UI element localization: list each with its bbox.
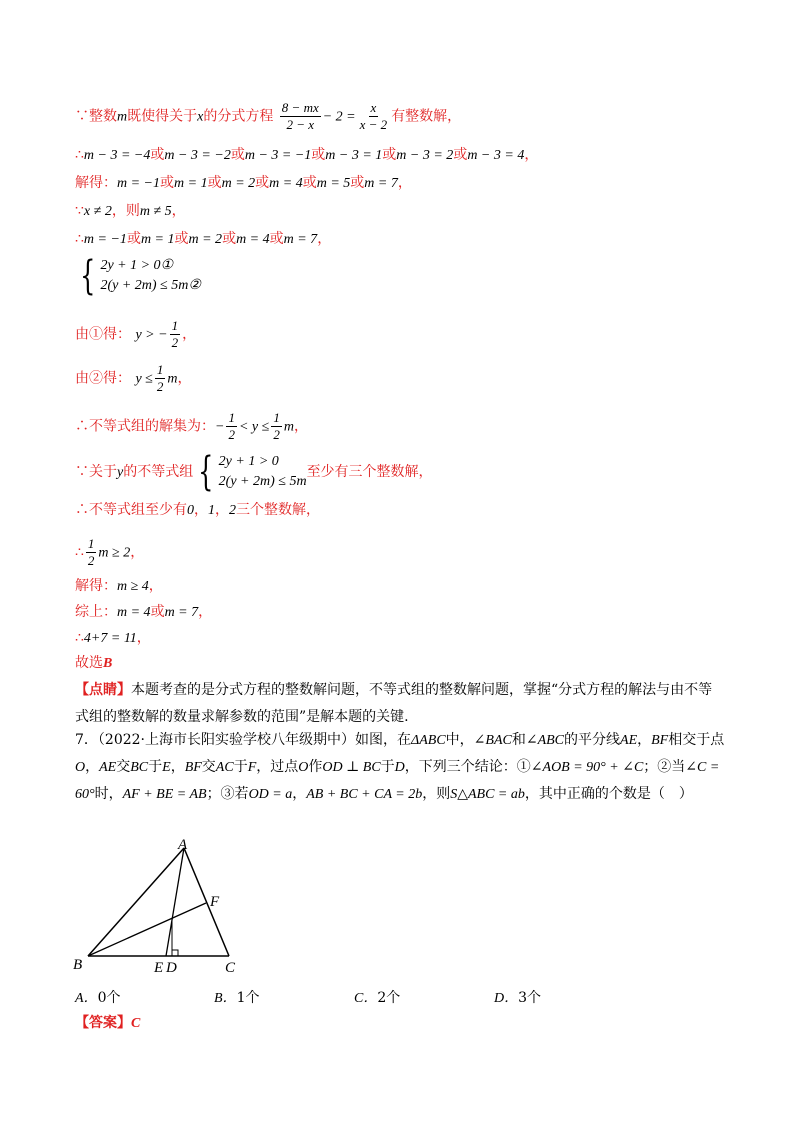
text: 的分式方程	[203, 108, 274, 125]
text: 故选	[75, 655, 103, 671]
system	[75, 253, 201, 299]
expr: OD ⊥ BC	[322, 760, 381, 775]
label-f: F	[210, 894, 220, 910]
option-b[interactable]	[214, 987, 259, 1007]
line-2	[75, 145, 538, 166]
var-m: m	[117, 109, 128, 125]
text: 作	[308, 759, 323, 775]
numerator: 1	[171, 318, 179, 333]
expr: F	[247, 760, 257, 775]
expr: m = 7	[164, 605, 199, 620]
text: ，	[524, 147, 539, 163]
fraction	[226, 410, 237, 443]
text: ，	[130, 544, 145, 561]
expr: m = 4	[117, 605, 151, 620]
system-rows	[100, 256, 200, 296]
var-x: x	[197, 109, 204, 125]
equation: m = −1	[83, 232, 127, 247]
text: ，	[215, 502, 229, 518]
denominator: 2	[87, 553, 95, 568]
or-word: 或	[222, 231, 237, 247]
or-word: 或	[302, 175, 317, 191]
text: ；②当	[643, 759, 686, 775]
value: 0	[187, 503, 194, 518]
expr: O	[298, 760, 309, 775]
text: ，其中正确的个数是（ ）	[524, 786, 693, 802]
line-15	[75, 628, 151, 649]
option-letter: C．	[354, 991, 378, 1006]
text: 中，	[445, 732, 474, 748]
text: 7．（2022·上海市长阳实验学校八年级期中）如图，在	[75, 732, 411, 748]
equation: m = 2	[188, 232, 223, 247]
text: ，则	[111, 203, 140, 219]
text: ，	[177, 370, 192, 387]
expr: m ≥ 4	[117, 579, 149, 594]
side-ac	[184, 848, 229, 956]
line-8	[75, 362, 191, 395]
text: 和	[511, 732, 526, 748]
text: 三个整数解，	[236, 502, 320, 518]
option-text: 1个	[236, 990, 260, 1006]
expr: O	[75, 760, 86, 775]
text: ，	[198, 604, 213, 620]
text: 时，	[94, 786, 123, 802]
text: 由②得：	[75, 370, 131, 387]
expr: AE	[620, 733, 638, 748]
fraction	[155, 362, 166, 395]
expr: m ≥ 2	[98, 545, 131, 561]
denominator: 2	[171, 335, 179, 350]
option-c[interactable]	[354, 987, 400, 1007]
numerator: 1	[228, 410, 235, 425]
fraction	[358, 100, 390, 133]
text: 交	[116, 759, 131, 775]
value: 1	[208, 503, 215, 518]
text: ，	[292, 786, 307, 802]
comment-text: 本题考查的是分式方程的整数解问题，不等式组的整数解问题，掌握“分式方程的解法与由不等式组的整数解的数量求解参数的范围”是解本题的关键.	[75, 682, 713, 725]
line-5	[75, 229, 331, 250]
line-9	[75, 410, 308, 443]
expr: D	[394, 760, 405, 775]
option-letter: D．	[494, 991, 519, 1006]
system-rows	[219, 452, 307, 492]
expr: AC	[215, 760, 234, 775]
equation: m = 1	[174, 176, 208, 191]
comment-block	[75, 677, 725, 731]
expr: x ≠ 2	[83, 204, 112, 219]
or-word: 或	[311, 147, 326, 163]
text: ，	[171, 203, 186, 219]
text: ，	[182, 326, 197, 343]
denominator: 2	[156, 379, 164, 394]
text: ，下列三个结论：①	[404, 759, 531, 775]
therefore-symbol: ∴	[75, 544, 84, 561]
answer-line	[75, 1013, 140, 1034]
value: 2	[229, 503, 236, 518]
option-text: 2个	[377, 990, 401, 1006]
expr: AE	[99, 760, 117, 775]
system-row: 2(y + 2m) ≤ 5m②	[100, 278, 201, 293]
line-14	[75, 602, 212, 623]
expr: BF	[184, 760, 202, 775]
numerator: 1	[156, 362, 164, 377]
answer-letter: B	[103, 656, 113, 671]
denominator: x − 2	[359, 117, 388, 132]
var-m: m	[167, 371, 178, 387]
system-row: 2y + 1 > 0①	[100, 258, 174, 273]
or-word: 或	[160, 175, 175, 191]
or-word: 或	[453, 147, 468, 163]
or-word: 或	[150, 604, 165, 620]
equation: m − 3 = −2	[164, 148, 231, 163]
text: ；③若	[206, 786, 249, 802]
line-16	[75, 653, 112, 674]
text: ，	[293, 418, 308, 435]
text: ，	[170, 759, 185, 775]
equation: m − 3 = −4	[83, 148, 151, 163]
text: 交	[201, 759, 216, 775]
or-word: 或	[230, 147, 245, 163]
therefore-symbol: ∴	[75, 147, 84, 163]
line-1	[75, 100, 461, 133]
expr: ΔABC	[411, 733, 446, 748]
numerator: x	[370, 100, 377, 115]
expr: BC	[130, 760, 149, 775]
text: ，	[148, 578, 163, 594]
label-e: E	[154, 960, 164, 975]
option-text: 3个	[518, 990, 542, 1006]
text: ，	[317, 231, 332, 247]
text: ，	[397, 175, 412, 191]
expr: − 2 =	[322, 109, 356, 125]
text: 于	[233, 759, 248, 775]
numerator: 8 − mx	[281, 100, 319, 115]
denominator: 2 − x	[286, 117, 315, 132]
bisector-bf	[88, 903, 206, 956]
numerator: 1	[273, 410, 280, 425]
option-a[interactable]	[75, 987, 120, 1007]
text: 解得：	[75, 578, 117, 594]
denominator: 2	[228, 427, 235, 442]
text: 综上：	[75, 604, 117, 620]
text: ∵整数	[75, 108, 117, 125]
equation: m − 3 = 2	[396, 148, 454, 163]
or-word: 或	[350, 175, 365, 191]
line-12	[75, 536, 144, 569]
option-letter: B．	[214, 991, 237, 1006]
equation: m − 3 = −1	[244, 148, 312, 163]
line-7	[75, 318, 196, 351]
expr: −	[215, 419, 225, 435]
option-text: 0个	[97, 990, 121, 1006]
brace: {	[198, 449, 214, 495]
text: 相交于点	[668, 732, 725, 748]
expr: ∠AOB = 90° + ∠C	[530, 760, 644, 775]
equation: m = 4	[236, 232, 270, 247]
expr: 4+7 = 11	[83, 631, 137, 646]
expr: < y ≤	[238, 419, 270, 435]
or-word: 或	[255, 175, 270, 191]
fraction	[170, 318, 181, 351]
equation: m = 1	[140, 232, 175, 247]
text: ，	[85, 759, 100, 775]
question-7	[75, 727, 725, 808]
right-angle-mark	[172, 950, 178, 956]
equation: m = −1	[117, 176, 161, 191]
line-3	[75, 173, 412, 194]
text: 由①得：	[75, 326, 131, 343]
side-ab	[88, 848, 184, 956]
equation: m = 5	[316, 176, 351, 191]
text: 解得：	[75, 175, 117, 191]
equation: m = 7	[283, 232, 318, 247]
text: ，	[194, 502, 208, 518]
expr: E	[162, 760, 171, 775]
equation: m − 3 = 1	[325, 148, 383, 163]
label-d: D	[166, 960, 177, 975]
or-word: 或	[382, 147, 397, 163]
expr: OD = a	[248, 787, 293, 802]
inequality-system-1	[75, 253, 201, 299]
numerator: 1	[87, 536, 95, 551]
text: ，	[136, 630, 151, 646]
or-word: 或	[126, 231, 141, 247]
or-word: 或	[269, 231, 284, 247]
text: 至少有三个整数解，	[306, 464, 433, 480]
label-a: A	[178, 837, 188, 853]
answer-label: 【答案】	[75, 1015, 131, 1031]
text: ，	[637, 732, 652, 748]
system	[193, 449, 307, 495]
expr: m ≠ 5	[139, 204, 172, 219]
equation: m = 2	[221, 176, 256, 191]
var-m: m	[283, 419, 294, 435]
or-word: 或	[150, 147, 165, 163]
fraction	[280, 100, 321, 133]
expr: ∠C = 60°	[75, 760, 720, 802]
expr: ∠BAC	[473, 733, 512, 748]
expr: BF	[651, 733, 669, 748]
equation: m − 3 = 4	[467, 148, 525, 163]
expr: AB + BC + CA = 2b	[306, 787, 423, 802]
because-symbol: ∵	[75, 203, 84, 219]
line-13	[75, 576, 163, 597]
text: ，过点	[256, 759, 299, 775]
label-c: C	[225, 960, 236, 975]
system-row: 2y + 1 > 0	[218, 454, 279, 469]
therefore-symbol: ∴	[75, 630, 84, 646]
text: 的平分线	[564, 732, 621, 748]
line-11	[75, 500, 320, 521]
equation: m = 4	[269, 176, 303, 191]
system-row: 2(y + 2m) ≤ 5m	[218, 474, 307, 489]
line-4	[75, 201, 186, 222]
text: 于	[148, 759, 163, 775]
label-b: B	[73, 957, 83, 973]
expr: AF + BE = AB	[122, 787, 207, 802]
var-y: y	[117, 465, 124, 480]
text: ∵关于	[75, 464, 117, 480]
fraction	[86, 536, 97, 569]
comment-label: 【点睛】	[75, 682, 131, 698]
answer-value: C	[131, 1016, 141, 1031]
triangle-figure	[65, 835, 255, 975]
text: 于	[380, 759, 395, 775]
brace: {	[80, 253, 96, 299]
text: ∴不等式组的解集为：	[75, 418, 215, 435]
expr: y ≤	[135, 371, 153, 387]
expr: S△ABC = ab	[450, 787, 525, 802]
text: 有整数解，	[391, 108, 462, 125]
expr: y > −	[135, 327, 168, 343]
option-letter: A．	[75, 991, 98, 1006]
line-10	[75, 449, 433, 495]
or-word: 或	[174, 231, 189, 247]
text: ∴不等式组至少有	[75, 502, 187, 518]
denominator: 2	[273, 427, 280, 442]
text: 的不等式组	[123, 464, 194, 480]
fraction	[271, 410, 282, 443]
equation: m = 7	[364, 176, 398, 191]
or-word: 或	[207, 175, 222, 191]
text: ，则	[422, 786, 451, 802]
option-d[interactable]	[494, 987, 541, 1007]
expr: ∠ABC	[525, 733, 565, 748]
text: 既使得关于	[127, 108, 198, 125]
therefore-symbol: ∴	[75, 231, 84, 247]
